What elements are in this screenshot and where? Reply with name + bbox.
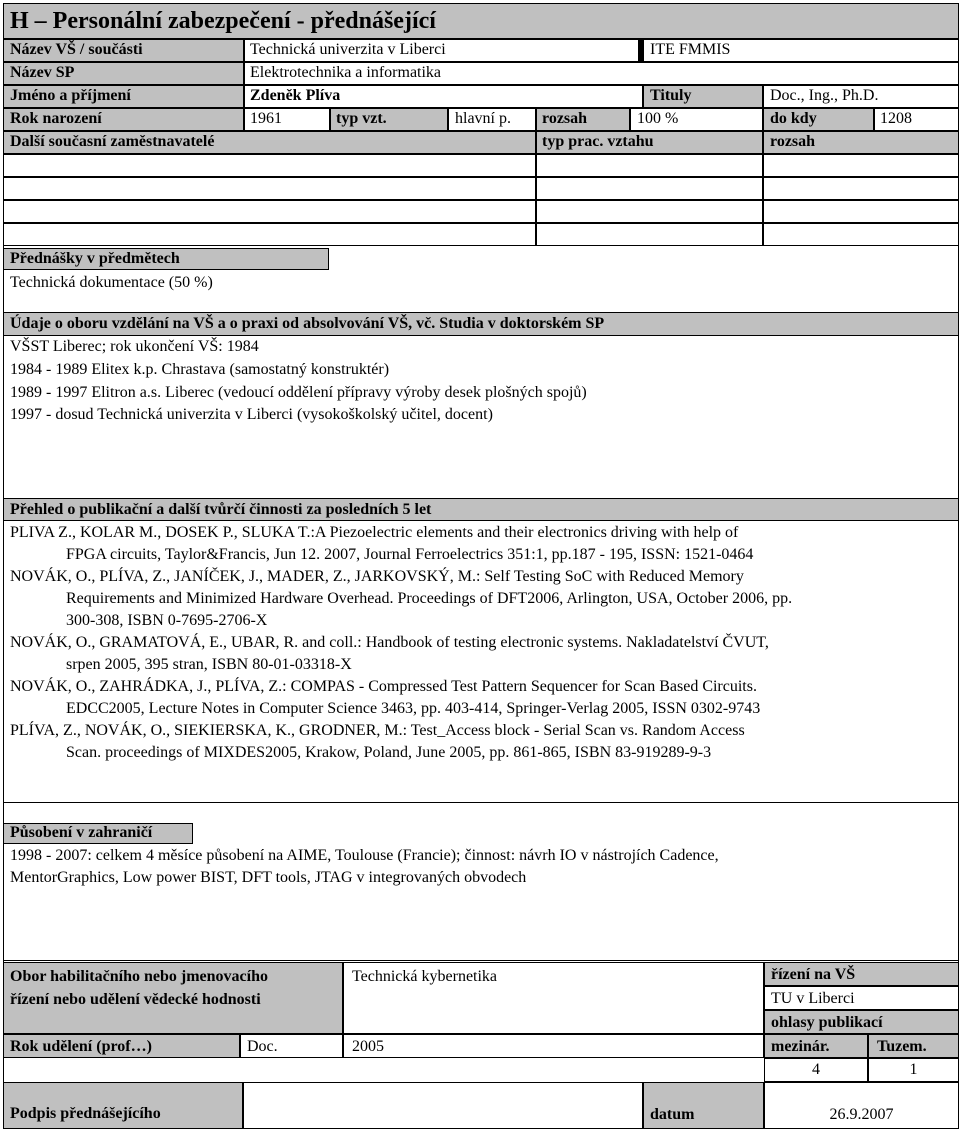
employer-row-4-name: [3, 223, 536, 246]
publication-line: 300-308, ISBN 0-7695-2706-X: [66, 612, 268, 629]
publication-list: [10, 522, 950, 764]
signature-label: Podpis přednášejícího: [10, 1105, 161, 1122]
date-value: 26.9.2007: [829, 1106, 894, 1123]
abroad-line-2: MentorGraphics, Low power BIST, DFT tools, JTAG v integrovaných obvodech: [10, 869, 527, 886]
publication-item: [10, 632, 950, 676]
habil-value: Technická kybernetika: [352, 968, 498, 985]
publication-line: PLÍVA, Z., NOVÁK, O., SIEKIERSKA, K., GRODNER, M.: Test_Access block - Serial Scan vs. Random Access: [10, 722, 745, 739]
publications-heading: Přehled o publikační a další tvůrčí činnosti za posledních 5 let: [10, 501, 432, 518]
year-value: 2005: [352, 1038, 384, 1055]
domestic-value: 1: [909, 1061, 918, 1078]
proceeding-label: řízení na VŠ: [771, 966, 856, 983]
faculty-value: ITE FMMIS: [650, 41, 731, 58]
year-type: Doc.: [247, 1038, 278, 1055]
other-extent-label: rozsah: [770, 133, 816, 150]
employer-row-3-extent: [763, 200, 959, 223]
extent-value: 100 %: [637, 110, 679, 127]
section-divider: [3, 802, 959, 803]
name-value: Zdeněk Plíva: [250, 87, 341, 104]
titles-label: Tituly: [650, 87, 692, 104]
employer-row-1-name: [3, 154, 536, 177]
lecture-item: Technická dokumentace (50 %): [10, 274, 213, 291]
education-line-3: 1989 - 1997 Elitron a.s. Liberec (vedoucí oddělení přípravy výroby desek plošných spojů): [10, 384, 587, 401]
education-line-1: VŠST Liberec; rok ukončení VŠ: 1984: [10, 338, 259, 355]
domestic-label: Tuzem.: [877, 1038, 927, 1055]
employer-row-1-extent: [763, 154, 959, 177]
publication-item: [10, 720, 950, 764]
publication-item: [10, 522, 950, 566]
school-value: Technická univerzita v Liberci: [250, 41, 446, 58]
date-label: datum: [650, 1106, 695, 1123]
birth-label: Rok narození: [10, 110, 102, 127]
publication-line: NOVÁK, O., ZAHRÁDKA, J., PLÍVA, Z.: COMPAS - Compressed Test Pattern Sequencer for Scan Based Circuits.: [10, 678, 757, 695]
employer-row-2-name: [3, 177, 536, 200]
employer-row-3-type: [536, 200, 763, 223]
page-title: H – Personální zabezpečení - přednášející: [10, 8, 436, 34]
publication-line: PLIVA Z., KOLAR M., DOSEK P., SLUKA T.:A Piezoelectric elements and their electronics driving with help of: [10, 524, 739, 541]
publication-line: NOVÁK, O., PLÍVA, Z., JANÍČEK, J., MADER, Z., JARKOVSKÝ, M.: Self Testing SoC with Reduced Memory: [10, 568, 744, 585]
lectures-heading: Přednášky v předmětech: [10, 250, 180, 267]
abroad-line-1: 1998 - 2007: celkem 4 měsíce působení na AIME, Toulouse (Francie); činnost: návrh IO v nástrojích Cadence,: [10, 847, 719, 864]
employer-row-3-name: [3, 200, 536, 223]
publication-line: FPGA circuits, Taylor&Francis, Jun 12. 2007, Journal Ferroelectrics 351:1, pp.187 - 195, ISSN: 1521-0464: [66, 546, 754, 563]
publication-line: EDCC2005, Lecture Notes in Computer Science 3463, pp. 403-414, Springer-Verlag 2005, ISSN 0302-9743: [66, 700, 761, 717]
employer-row-4-type: [536, 223, 763, 246]
publication-item: [10, 676, 950, 720]
publication-item: [10, 566, 950, 632]
contract-label: typ vzt.: [336, 110, 387, 127]
employer-row-2-extent: [763, 177, 959, 200]
education-line-2: 1984 - 1989 Elitex k.p. Chrastava (samostatný konstruktér): [10, 361, 390, 378]
sp-value: Elektrotechnika a informatika: [250, 64, 442, 81]
employer-row-4-extent: [763, 223, 959, 246]
extent-label: rozsah: [542, 110, 588, 127]
name-label: Jméno a příjmení: [10, 87, 131, 104]
citations-label: ohlasy publikací: [771, 1014, 883, 1031]
employer-row-1-type: [536, 154, 763, 177]
publication-line: srpen 2005, 395 stran, ISBN 80-01-03318-X: [66, 656, 352, 673]
titles-value: Doc., Ing., Ph.D.: [770, 87, 879, 104]
footer-divider: [3, 960, 959, 961]
birth-value: 1961: [250, 110, 282, 127]
publication-line: Scan. proceedings of MIXDES2005, Krakow, Poland, June 2005, pp. 861-865, ISBN 83-919289-9-3: [66, 744, 712, 761]
other-employers-label: Další současní zaměstnavatelé: [10, 133, 215, 150]
signature-field[interactable]: [243, 1082, 643, 1129]
education-line-4: 1997 - dosud Technická univerzita v Liberci (vysokoškolský učitel, docent): [10, 406, 493, 423]
education-heading: Údaje o oboru vzdělání na VŠ a o praxi od absolvování VŠ, vč. Studia v doktorském SP: [10, 315, 605, 332]
until-label: do kdy: [770, 110, 817, 127]
sp-label: Název SP: [10, 64, 75, 81]
employer-row-2-type: [536, 177, 763, 200]
habil-label-line-1: Obor habilitačního nebo jmenovacího: [10, 968, 268, 985]
publication-line: Requirements and Minimized Hardware Overhead. Proceedings of DFT2006, Arlington, USA, October 2006, pp.: [66, 590, 793, 607]
habil-label-line-2: řízení nebo udělení vědecké hodnosti: [10, 991, 261, 1008]
contract-value: hlavní p.: [455, 110, 511, 127]
work-type-label: typ prac. vztahu: [542, 133, 654, 150]
year-value-cell: [343, 1034, 764, 1058]
year-label: Rok udělení (prof…): [10, 1038, 152, 1055]
proceeding-value: TU v Liberci: [771, 990, 855, 1007]
publication-line: NOVÁK, O., GRAMATOVÁ, E., UBAR, R. and coll.: Handbook of testing electronic systems. Nakladatelství ČVUT,: [10, 634, 769, 651]
school-label: Název VŠ / součásti: [10, 41, 143, 58]
intl-value: 4: [812, 1061, 820, 1078]
until-value: 1208: [880, 110, 912, 127]
intl-label: mezinár.: [771, 1038, 830, 1055]
abroad-heading: Působení v zahraničí: [10, 824, 153, 841]
